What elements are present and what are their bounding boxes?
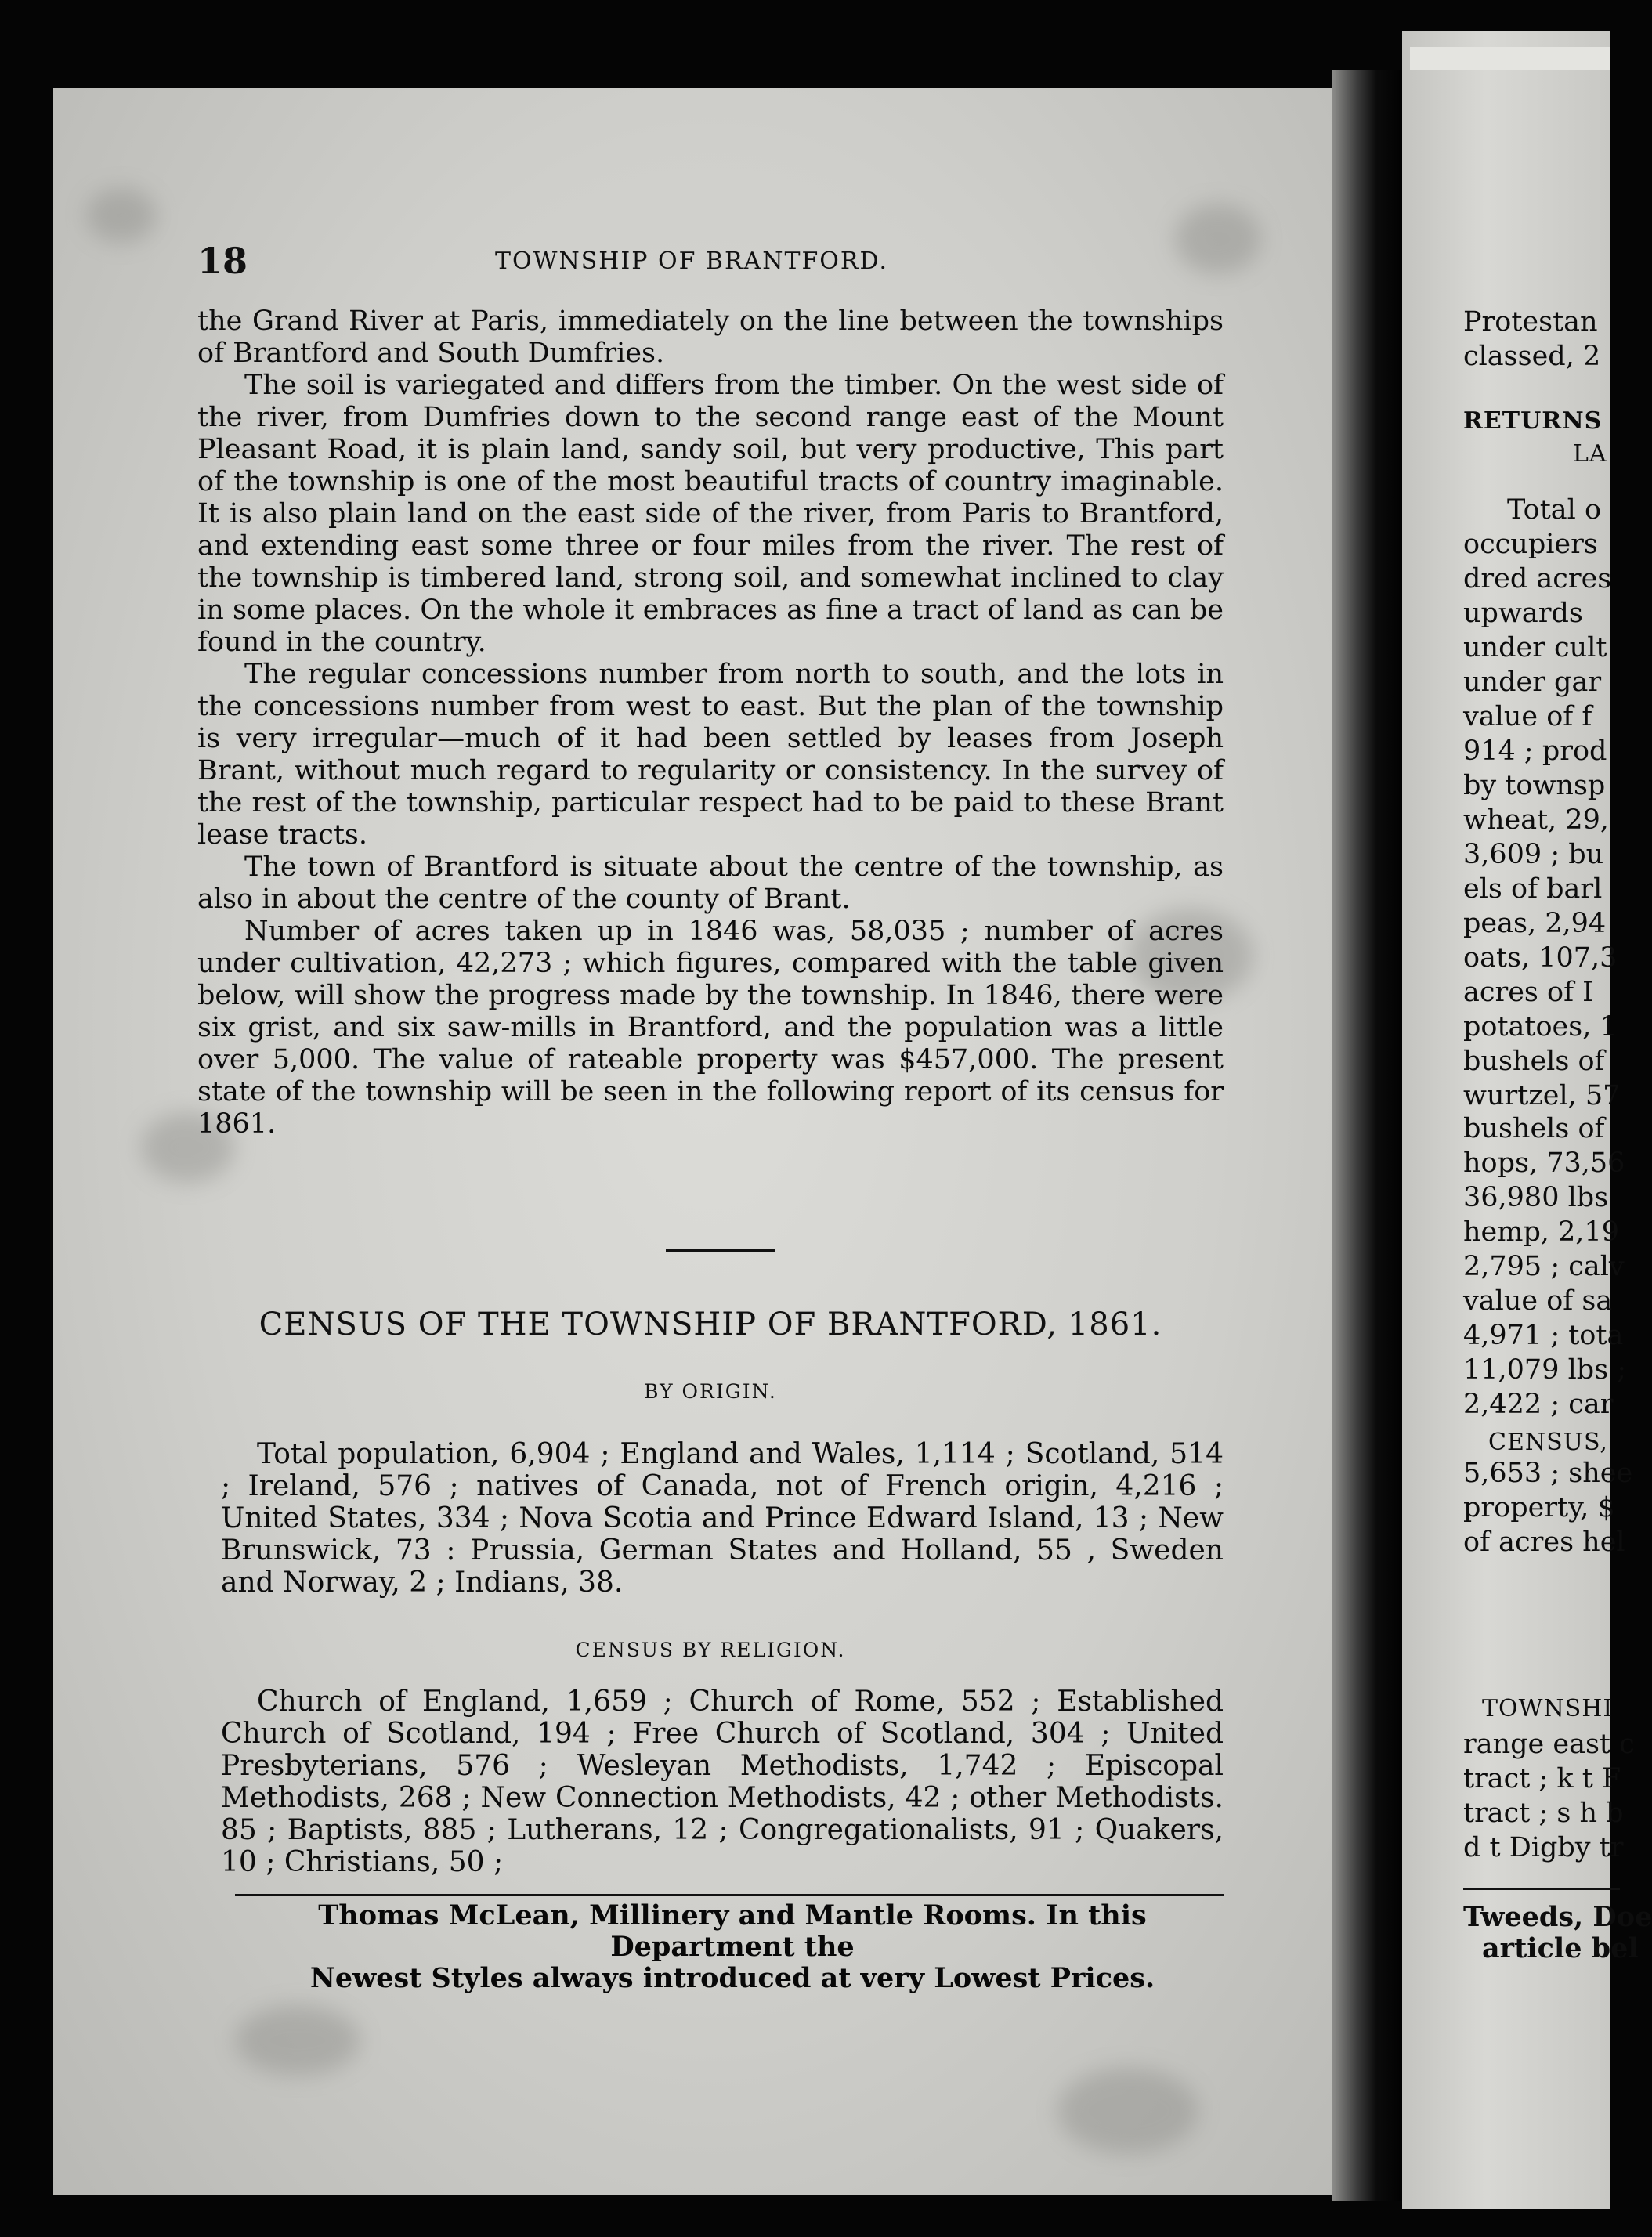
book-gutter: [1332, 70, 1406, 2201]
right-line: CENSUS,: [1488, 1429, 1608, 1456]
running-head-title: TOWNSHIP OF BRANTFORD.: [495, 248, 888, 275]
right-line: oats, 107,3: [1463, 942, 1618, 974]
right-line: 3,609 ; bu: [1463, 839, 1604, 870]
right-line: acres of I: [1463, 977, 1593, 1008]
right-line: value of f: [1463, 701, 1592, 732]
right-line: RETURNS: [1463, 407, 1603, 435]
advertisement-line: Newest Styles always introduced at very Lowest Prices.: [309, 1962, 1155, 1994]
paragraph: The soil is variegated and differs from the timber. On the west side of the river, from Dumfries down to the second range east of the Mount Pleasant Road, it is plain land, sandy soil, but very productive, This part of the township is one of the most beautiful tracts of country imaginable. It is also plain land on the east side of the river, from Paris to Brantford, and extending east some three or four miles from the river. The rest of the township is timbered land, strong soil, and somewhat inclined to clay in some places. On the whole it embraces as fine a tract of land as can be found in the country.: [197, 370, 1224, 658]
page-edge-strip: [1410, 47, 1610, 70]
right-line: 36,980 lbs: [1463, 1182, 1609, 1213]
right-line: TOWNSHI: [1482, 1695, 1614, 1722]
paragraph: the Grand River at Paris, immediately on the line between the townships of Brantford and South Dumfries.: [197, 305, 1224, 369]
right-line: wurtzel, 57: [1463, 1080, 1621, 1111]
right-line: tract ; s h b: [1463, 1798, 1624, 1829]
origin-text: Total population, 6,904 ; England and Wales, 1,114 ; Scotland, 514 ; Ireland, 576 ; natives of Canada, not of French origin, 4,216 ; United States, 334 ; Nova Scotia and Prince Edward Island, 13 ; New Brunswick, 73 : Prussia, German States and Holland, 55 , Sweden and Norway, 2 ; Indians, 38.: [221, 1438, 1224, 1599]
census-title: CENSUS OF THE TOWNSHIP OF BRANTFORD, 1861.: [258, 1306, 1162, 1343]
right-line: Protestan: [1463, 306, 1598, 338]
footer-rule: [235, 1894, 1224, 1896]
right-line: under cult: [1463, 632, 1607, 663]
right-line: range east c: [1463, 1729, 1635, 1760]
right-line: tract ; k t F: [1463, 1763, 1621, 1794]
right-line: els of barl: [1463, 873, 1603, 905]
section-divider: [666, 1249, 775, 1252]
right-line: under gar: [1463, 667, 1602, 698]
right-line: 4,971 ; tota: [1463, 1320, 1624, 1351]
right-line: bushels of: [1463, 1113, 1605, 1144]
foxing-spot: [1057, 2068, 1198, 2154]
paragraph: Number of acres taken up in 1846 was, 58,035 ; number of acres under cultivation, 42,273 ; which figures, compared with the table given below, will show the progress made by the township. In 1846, there were six grist, and six saw-mills in Brantford, and the population was a little over 5,000. The value of rateable property was $457,000. The present state of the township will be seen in the following report of its census for 1861.: [197, 916, 1224, 1140]
religion-paragraph: [221, 1686, 1224, 1878]
advertisement-line: Thomas McLean, Millinery and Mantle Rooms. In this Department the: [318, 1899, 1147, 1963]
right-line: d t Digby tr: [1463, 1832, 1624, 1863]
right-line: wheat, 29,: [1463, 804, 1610, 836]
paragraph: The town of Brantford is situate about the centre of the township, as also in about the centre of the county of Brant.: [197, 851, 1224, 915]
right-line: potatoes, 1: [1463, 1011, 1618, 1043]
religion-heading: CENSUS BY RELIGION.: [575, 1639, 846, 1661]
advertisement: [227, 1900, 1238, 1994]
right-line: 5,653 ; shee: [1463, 1458, 1633, 1489]
right-line: 2,795 ; calv: [1463, 1251, 1625, 1282]
right-line: hops, 73,56: [1463, 1147, 1625, 1179]
right-line: property, $: [1463, 1492, 1615, 1523]
foxing-spot: [86, 188, 157, 243]
right-line: value of sa: [1463, 1285, 1613, 1317]
right-line: 2,422 ; car: [1463, 1389, 1614, 1420]
page-number: 18: [197, 240, 248, 282]
right-line: bushels of: [1463, 1046, 1605, 1077]
right-line: peas, 2,94: [1463, 908, 1607, 939]
right-line: dred acres: [1463, 563, 1612, 594]
right-line: classed, 2: [1463, 341, 1601, 372]
right-line: hemp, 2,19: [1463, 1216, 1620, 1248]
paragraph: The regular concessions number from north to south, and the lots in the concessions number from west to east. But the plan of the township is very irregular—much of it had been settled by leases from Joseph Brant, without much regard to regularity or consistency. In the survey of the rest of the township, particular respect had to be paid to these Brant lease tracts.: [197, 659, 1224, 851]
origin-paragraph: [221, 1438, 1224, 1599]
right-line: 11,079 lbs ;: [1463, 1354, 1627, 1386]
right-line: occupiers: [1463, 529, 1598, 560]
religion-text: Church of England, 1,659 ; Church of Rome, 552 ; Established Church of Scotland, 194 ; Free Church of Scotland, 304 ; United Presbyterians, 576 ; Wesleyan Methodists, 1,742 ; Episcopal Methodists, 268 ; New Connection Methodists, 42 ; other Methodists. 85 ; Baptists, 885 ; Lutherans, 12 ; Congregationalists, 91 ; Quakers, 10 ; Christians, 50 ;: [221, 1686, 1224, 1878]
body-text: [197, 305, 1224, 1140]
running-head: [197, 240, 1224, 282]
right-line: Total o: [1507, 494, 1602, 526]
foxing-spot: [235, 2005, 360, 2076]
right-line: LA: [1573, 440, 1607, 468]
origin-heading: BY ORIGIN.: [644, 1380, 777, 1403]
right-line: article bel: [1482, 1932, 1639, 1964]
right-line: upwards: [1463, 598, 1583, 629]
right-line: of acres hel: [1463, 1527, 1625, 1558]
right-footer-rule: [1463, 1888, 1620, 1890]
right-line: 914 ; prod: [1463, 735, 1607, 767]
right-line: by townsp: [1463, 770, 1606, 801]
right-line: Tweeds, Doe: [1463, 1901, 1652, 1933]
